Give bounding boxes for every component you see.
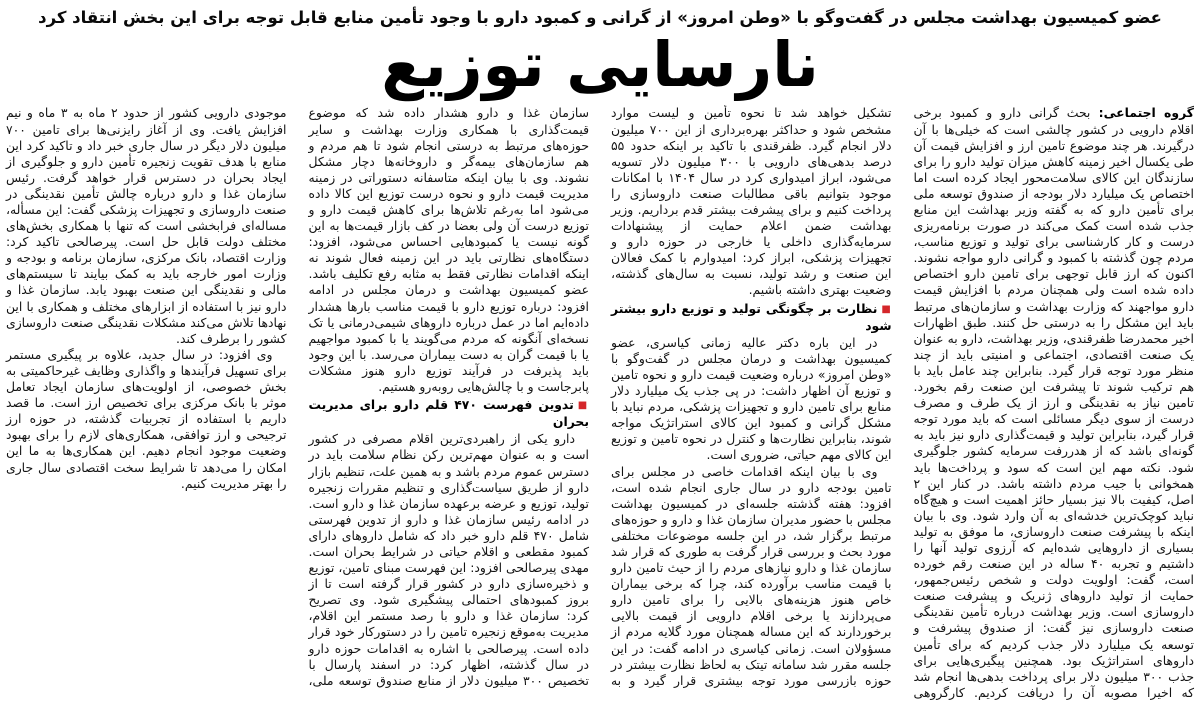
paragraph-lead: گروه اجتماعی: [1090,105,1194,121]
section-header-text: تدوین فهرست ۴۷۰ قلم دارو برای مدیریت بحران [308,397,589,430]
article-body [0,105,1200,703]
section-header-text: نظارت بر چگونگی تولید و توزیع دارو بیشتر شود [611,300,892,333]
article-kicker: عضو کمیسیون بهداشت مجلس در گفت‌وگو با «وطن امروز» از گرانی و کمبود دارو با وجود تأمین منابع قابل توجه برای این بخش انتقاد کرد [38,8,1162,27]
article-paragraph: وی با بیان اینکه اقدامات خاصی در مجلس برای تامین بودجه دارو در سال جاری انجام شده است، افزود: هفته گذشته جلسه‌ای در کمیسیون بهداشت مجلس با حضور مدیران سازمان غذا و دارو و حوزه‌های مرتبط برگزار شد، در این جلسه موضوعات مختلفی مورد بحث و بررسی قرار گرفت به طوری که قرار شد سازمان غذا و دارو نیازهای مردم را از حیث تامین دارو با قیمت مناسب برآورده کند، چرا که برخی بیماران خاص هنوز هزینه‌های بالایی را برای تامین دارو می‌پردازند یا برخی اقلام دارویی از قیمت بالایی برخوردارند که این مساله همچنان مورد گلایه مردم از مسؤولان است. زمانی کیاسری در ادامه گفت: در این جلسه مقرر شد سامانه تیتک به لحاظ نظارت بیشتر در حوزه بازرسی مورد توجه بیشتری قرار گیرد و به سازمان غذا و دارو هشدار داده شد که موضوع قیمت‌گذاری با همکاری وزارت بهداشت و سایر حوزه‌های مرتبط به درستی انجام شود تا هم مردم و هم سازمان‌های بیمه‌گر و داروخانه‌ها دچار مشکل نشوند. وی با بیان اینکه متاسفانه دستوراتی در زمینه مدیریت قیمت دارو و نحوه درست توزیع این کالا داده می‌شود اما به‌رغم تلاش‌ها برای کاهش قیمت دارو و توزیع درست آن ولی بعضا در کف بازار قیمت‌ها به این گونه نیست یا کمبودهایی احساس می‌شود، افزود: دستگاه‌های نظارتی باید در این زمینه فعال شوند نه اینکه اقدامات نظارتی فقط به مثابه رفع تکلیف باشد. عضو کمیسیون بهداشت و درمان مجلس در ادامه افزود: درباره توزیع دارو با قیمت مناسب بارها هشدار داده‌ایم اما در عمل درباره داروهای شیمی‌درمانی یا تک نسخه‌ای آنگونه که مردم می‌گویند یا با کمبود مواجهیم یا با قیمت گران به دست بیماران می‌رسد. با این وجود باید پذیرفت در فرآیند توزیع دارو هنوز مشکلات پابرجاست و با چالش‌هایی روبه‌رو هستیم. [308,105,892,688]
red-square-bullet-icon: ■ [881,303,892,315]
red-square-bullet-icon: ■ [577,400,589,412]
article-paragraph: در این باره دکتر عالیه زمانی کیاسری، عضو کمیسیون بهداشت و درمان مجلس در گفت‌وگو با «وطن امروز» درباره وضعیت قیمت دارو و نحوه تامین و توزیع آن اظهار داشت: در پی جذب یک میلیارد دلار منابع برای تامین دارو و تجهیزات پزشکی، مردم نباید با مشکل گرانی و کمبود این کالای استراتژیک مواجه شوند، بنابراین نظارت‌ها و کنترل در نحوه تامین و توزیع این کالای مهم حیاتی، ضروری است. [611,334,892,463]
article-paragraph: گروه اجتماعی: بحث گرانی دارو و کمبود برخی اقلام دارویی در کشور چالشی است که خیلی‌ها با آن درگیرند. هر چند موضوع تامین ارز و افزایش قیمت آن طی یکسال اخیر زمینه کاهش میزان تولید دارو را برای سازندگان این کالای سلامت‌محور ایجاد کرده است اما اختصاص یک میلیارد دلار بودجه از صندوق توسعه ملی برای تأمین دارو که به گفته وزیر بهداشت این منابع جذب شده است کمک می‌کند در صورت برنامه‌ریزی درست و کار کارشناسی برای تولید و توزیع مناسب، مردم چون گذشته با کمبود و گرانی دارو مواجه نشوند. اکنون که ارز قابل توجهی برای تامین دارو اختصاص داده شده است ولی همچنان مردم با افزایش قیمت دارو مواجهند که وزارت بهداشت و سازمان‌های مرتبط باید این مشکل را به درستی حل کنند. طبق اظهارات اخیر محمدرضا ظفرقندی، وزیر بهداشت، دارو به عنوان یک صنعت اقتصادی، اجتماعی و امنیتی باید از چند منظر مورد توجه قرار گیرد. بنابراین چند عامل باید با هم ترکیب شوند تا پیشرفت این صنعت رقم بخورد. تامین نیاز به نقدینگی و ارز از یک طرف و مصرف درست از سوی دیگر مسائلی است که باید مورد توجه قرار گیرد، بنابراین تولید و قیمت‌گذاری دارو نیز باید به گونه‌ای باشد که از هدررفت سرمایه کشور جلوگیری شود. نکته مهم این است که سود و پرداخت‌ها باید همخوانی با جیب مردم داشته باشد. در کنار این ۲ اصل، کیفیت بالا نیز بسیار حائز اهمیت است و هیچ‌گاه نباید کوچک‌ترین خدشه‌ای به آن وارد شود. وی با بیان اینکه با پیشرفت صنعت داروسازی، ما موفق به تولید بسیاری از داروهایی شده‌ایم که آرزوی تولید آنها را داشتیم و تجربه ۴۰ ساله در این صنعت رقم خورده است، گفت: اولویت دولت و شخص رئیس‌جمهور، حمایت از تولید داروهای ژنریک و پیشرفت صنعت داروسازی است. وزیر بهداشت درباره تأمین نقدینگی صنعت داروسازی نیز گفت: از صندوق پیشرفت و توسعه یک میلیارد دلار جذب کردیم که برای تأمین داروهای استراتژیک بود. همچنین پیگیری‌هایی برای جذب ۳۰۰ میلیون دلار برای پرداخت بدهی‌ها انجام شد که اخیرا مصوبه آن را دریافت کردیم. کارگروهی تشکیل خواهد شد تا نحوه تأمین و لیست موارد مشخص شود و حداکثر بهره‌برداری از این ۷۰۰ میلیون دلار انجام گیرد. ظفرقندی با تاکید بر اینکه حدود ۵۵ درصد بدهی‌های دارویی با ۳۰۰ میلیون دلار تسویه می‌شود، ابراز امیدواری کرد در سال ۱۴۰۴ با امکانات موجود بتوانیم باقی مطالبات صنعت داروسازی را پرداخت کنیم و برای پیشرفت بیشتر قدم برداریم. وزیر بهداشت ضمن اعلام حمایت از پیشنهادات سرمایه‌گذاری داخلی یا خارجی در حوزه دارو و تجهیزات پزشکی، ابراز کرد: امیدوارم با کمک فعالان این صنعت و رشد تولید، نسبت به سال‌های گذشته، وضعیت بهتری داشته باشیم. [611,105,1194,700]
article-title: نارسایی توزیع [381,28,819,102]
section-header [611,301,892,334]
section-header [309,397,590,430]
article-paragraph: وی افزود: در سال جدید، علاوه بر پیگیری مستمر برای تسهیل فرآیندها و واگذاری وظایف غیرحاکمیتی به بخش خصوصی، از اولویت‌های سازمان ایجاد تعامل موثر با بانک مرکزی برای تخصیص ارز است. ما قصد داریم با استفاده از تجربیات گذشته، در حوزه ارز ترجیحی و ارز توافقی، همکاری‌های لازم را برای بهبود وضعیت موجود انجام دهیم. این همکاری‌ها به ما این امکان را می‌دهد تا شرایط سخت اقتصادی سال جاری را بهتر مدیریت کنیم. [6,346,287,491]
article-paragraph: دارو یکی از راهبردی‌ترین اقلام مصرفی در کشور است و به عنوان مهم‌ترین رکن نظام سلامت باید در دسترس عموم مردم باشد و به همین علت، تنظیم بازار دارو از طریق سیاست‌گذاری و تنظیم مقررات زنجیره تولید، توزیع و عرضه برعهده سازمان غذا و دارو است. در ادامه رئیس سازمان غذا و دارو از تدوین فهرستی شامل ۴۷۰ قلم دارو خبر داد که شامل داروهای دارای کمبود مقطعی و اقلام حیاتی در شرایط بحران است. مهدی پیرصالحی افزود: این فهرست مبنای تامین، توزیع و ذخیره‌سازی دارو در کشور قرار گرفته است تا از بروز کمبودهای احتمالی پیشگیری شود. وی تصریح کرد: سازمان غذا و دارو با رصد مستمر این اقلام، مدیریت به‌موقع زنجیره تامین را در دستورکار خود قرار داده است. پیرصالحی با اشاره به اقدامات حوزه دارو در سال گذشته، اظهار کرد: در اسفند پارسال با تخصیص ۳۰۰ میلیون دلار از منابع صندوق توسعه ملی، موجودی دارویی کشور از حدود ۲ ماه به ۳ ماه و نیم افزایش یافت. وی از آغاز رایزنی‌ها برای تامین ۷۰۰ میلیون دلار دیگر در سال جاری خبر داد و تاکید کرد این منابع با هدف تقویت زنجیره تأمین دارو و جلوگیری از ایجاد بحران در دسترس قرار خواهد گرفت. رئیس سازمان غذا و دارو درباره چالش تأمین نقدینگی در صنعت داروسازی و تجهیزات پزشکی گفت: این مسأله، مساله‌ای فرابخشی است که تنها با همکاری بخش‌های مختلف دولت قابل حل است. پیرصالحی تاکید کرد: وزارت اقتصاد، بانک مرکزی، سازمان برنامه و بودجه و وزارت امور خارجه باید به کمک بیایند تا سیستم‌های مالی و نقدینگی این صنعت بهبود یابد. سازمان غذا و دارو نیز با استفاده از ابزارهای مختلف و همکاری با این نهادها تلاش می‌کند مشکلات نقدینگی صنعت داروسازی کشور را برطرف کند. [6,105,589,688]
